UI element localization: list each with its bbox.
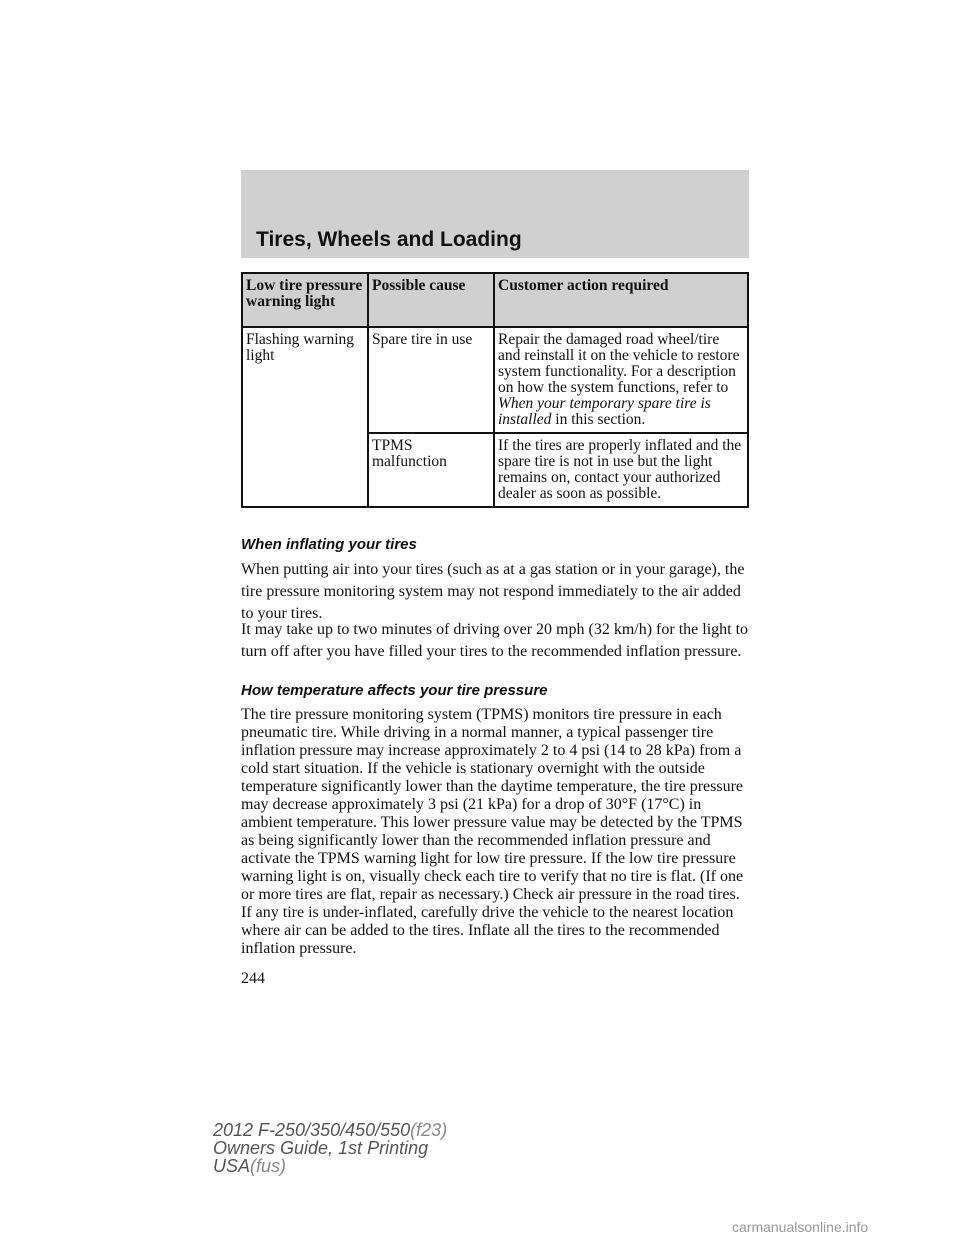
footer-model: 2012 F-250/350/450/550: [213, 1120, 411, 1140]
footer-market: USA: [213, 1156, 251, 1176]
footer-edition: Owners Guide, 1st Printing: [213, 1138, 429, 1158]
section-title: Tires, Wheels and Loading: [256, 228, 522, 251]
table-row: [242, 327, 748, 433]
subheading-inflating: When inflating your tires: [241, 536, 417, 553]
paragraph-inflating-2: It may take up to two minutes of driving over 20 mph (32 km/h) for the light to turn off after you have filled your tires to the recommended inflation pressure.: [241, 621, 749, 660]
footer-market-code: (fus): [250, 1156, 287, 1176]
paragraph-temperature: The tire pressure monitoring system (TPMS) monitors tire pressure in each pneumatic tire. While driving in a normal manner, a typical passenger tire inflation pressure may increase approximately 2 to 4 psi (14 to 28 kPa) from a cold start situation. If the vehicle is stationary overnight with the outside temperature significantly lower than the daytime temperature, the tire pressure may decrease approximately 3 psi (21 kPa) for a drop of 30°F (17°C) in ambient temperature. This lower pressure value may be detected by the TPMS as being significantly lower than the recommended inflation pressure and activate the TPMS warning light for low tire pressure. If the low tire pressure warning light is on, visually check each tire to verify that no tire is flat. (If one or more tires are flat, repair as necessary.) Check air pressure in the road tires. If any tire is under-inflated, carefully drive the vehicle to the nearest location where air can be added to the tires. Inflate all the tires to the recommended inflation pressure.: [241, 706, 744, 957]
column-header-possible-cause: Possible cause: [368, 273, 494, 327]
subheading-temperature: How temperature affects your tire pressure: [241, 682, 548, 699]
action-reference: When your temporary spare tire is installed: [498, 395, 711, 428]
page-number: 244: [241, 970, 265, 987]
action-cell: [494, 327, 748, 433]
column-header-warning-light: Low tire pressure warning light: [242, 273, 368, 327]
action-text-end: in this section.: [551, 411, 646, 428]
cause-cell: TPMS malfunction: [368, 433, 494, 507]
table-header-row: [242, 273, 748, 327]
action-text: Repair the damaged road wheel/tire and reinstall it on the vehicle to restore system functionality. For a description on how the system functions, refer to: [498, 331, 740, 396]
warning-light-cell: Flashing warning light: [242, 327, 368, 507]
tpms-warning-table: [241, 272, 749, 508]
action-cell: If the tires are properly inflated and the spare tire is not in use but the light remains on, contact your authorized dealer as soon as possible.: [494, 433, 748, 507]
paragraph-inflating-1: When putting air into your tires (such as at a gas station or in your garage), the tire pressure monitoring system may not respond immediately to the air added to your tires.: [241, 561, 745, 622]
footer-model-code: (f23): [410, 1120, 448, 1140]
cause-cell: Spare tire in use: [368, 327, 494, 433]
print-footer: [213, 1121, 447, 1175]
column-header-customer-action: Customer action required: [494, 273, 748, 327]
watermark: carmanualsonline.info: [732, 1219, 869, 1235]
